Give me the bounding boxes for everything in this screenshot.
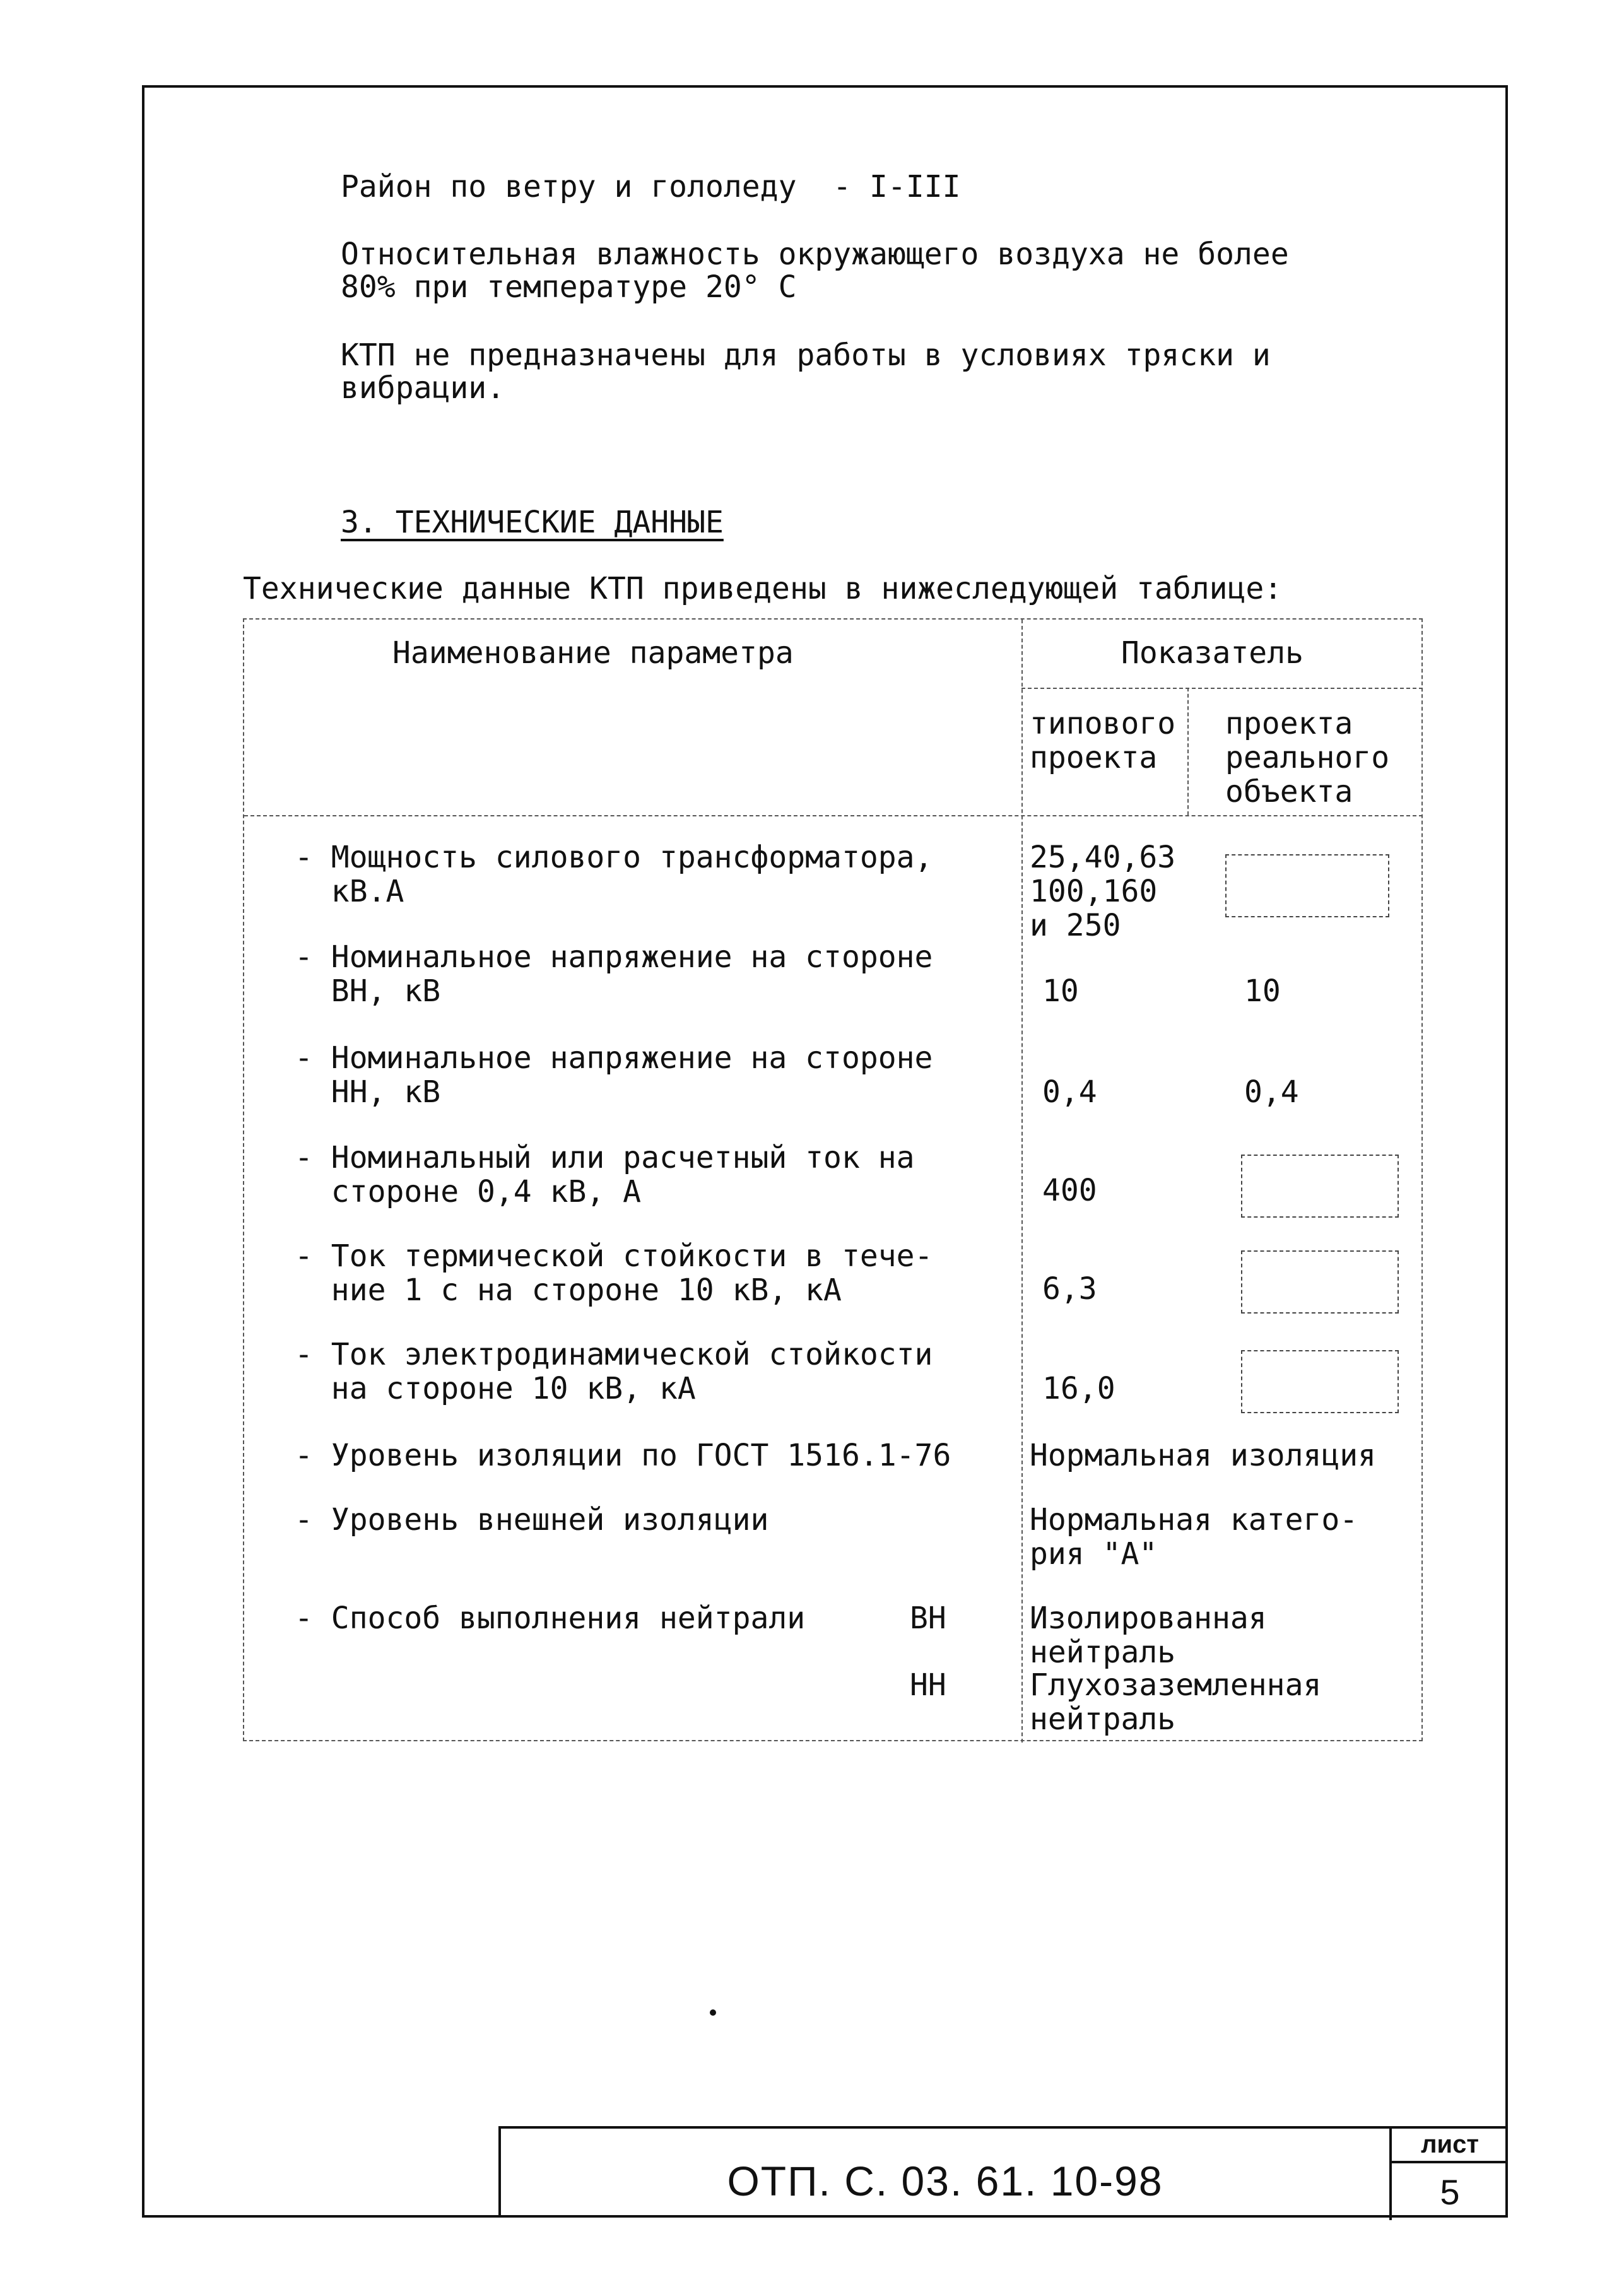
document-code: ОТП. С. 03. 61. 10-98 (727, 2157, 1163, 2204)
row-dynamic-typical: 16,0 (1042, 1371, 1115, 1406)
table-lead-text: Технические данные КТП приведены в нижеследующей таблице: (243, 571, 1283, 606)
row-power-param: - Мощность силового трансформатора, кВ.А (295, 840, 933, 909)
row-power-typical: 25,40,63 100,160 и 250 (1030, 840, 1176, 943)
row-insulation-value: Нормальная изоляция (1030, 1438, 1377, 1473)
header-value: Показатель (1121, 635, 1303, 671)
row-neutral-value-vn: Изолированная нейтраль (1030, 1601, 1267, 1670)
subheader-rule (1021, 688, 1423, 689)
header-rule (244, 815, 1423, 816)
vibration-text-line1: КТП не предназначены для работы в условиях тряски и (341, 338, 1271, 373)
title-block (498, 2126, 1508, 2218)
row-hv-voltage-typical: 10 (1042, 973, 1079, 1009)
row-current-param: - Номинальный или расчетный ток на стороне 0,4 кВ, А (295, 1140, 915, 1209)
stray-dot (710, 2009, 716, 2016)
row-thermal-typical: 6,3 (1042, 1271, 1097, 1307)
wind-ice-region-text: Район по ветру и гололеду - I-III (341, 169, 961, 204)
row-hv-voltage-real: 10 (1244, 973, 1281, 1009)
row-hv-voltage-param: - Номинальное напряжение на стороне ВН, кВ (295, 939, 933, 1009)
header-real: проекта реального объекта (1225, 706, 1390, 809)
section-heading: 3. ТЕХНИЧЕСКИЕ ДАННЫЕ (341, 505, 724, 540)
sheet-number: 5 (1440, 2172, 1460, 2212)
row-dynamic-real-box (1241, 1350, 1399, 1413)
row-lv-voltage-typical: 0,4 (1042, 1074, 1097, 1110)
row-neutral-param: - Способ выполнения нейтрали (295, 1601, 806, 1636)
row-neutral-value-nn: Глухозаземленная нейтраль (1030, 1667, 1322, 1737)
row-thermal-param: - Ток термической стойкости в тече- ние 1 с на стороне 10 кВ, кА (295, 1238, 933, 1308)
row-ext-insulation-param: - Уровень внешней изоляции (295, 1502, 769, 1537)
col-divider-main (1021, 620, 1023, 1743)
row-lv-voltage-param: - Номинальное напряжение на стороне НН, кВ (295, 1040, 933, 1110)
humidity-text-line1: Относительная влажность окружающего воздуха не более (341, 237, 1289, 272)
row-insulation-param: - Уровень изоляции по ГОСТ 1516.1-76 (295, 1438, 951, 1473)
row-ext-insulation-value: Нормальная катего- рия "А" (1030, 1502, 1358, 1572)
vibration-text-line2: вибрации. (341, 370, 505, 406)
row-thermal-real-box (1241, 1250, 1399, 1314)
row-current-real-box (1241, 1155, 1399, 1218)
row-neutral-sub-vn: ВН (910, 1601, 946, 1636)
humidity-text-line2: 80% при температуре 20° С (341, 269, 797, 305)
row-current-typical: 400 (1042, 1173, 1097, 1208)
header-param: Наименование параметра (392, 635, 794, 671)
sheet-label: лист (1392, 2129, 1508, 2163)
row-power-real-box (1225, 854, 1389, 917)
row-lv-voltage-real: 0,4 (1244, 1074, 1299, 1110)
header-typical: типового проекта (1030, 706, 1176, 775)
row-neutral-sub-nn: НН (910, 1667, 946, 1703)
row-dynamic-param: - Ток электродинамической стойкости на стороне 10 кВ, кА (295, 1337, 933, 1406)
col-divider-sub (1187, 688, 1189, 815)
technical-data-table (243, 618, 1423, 1741)
